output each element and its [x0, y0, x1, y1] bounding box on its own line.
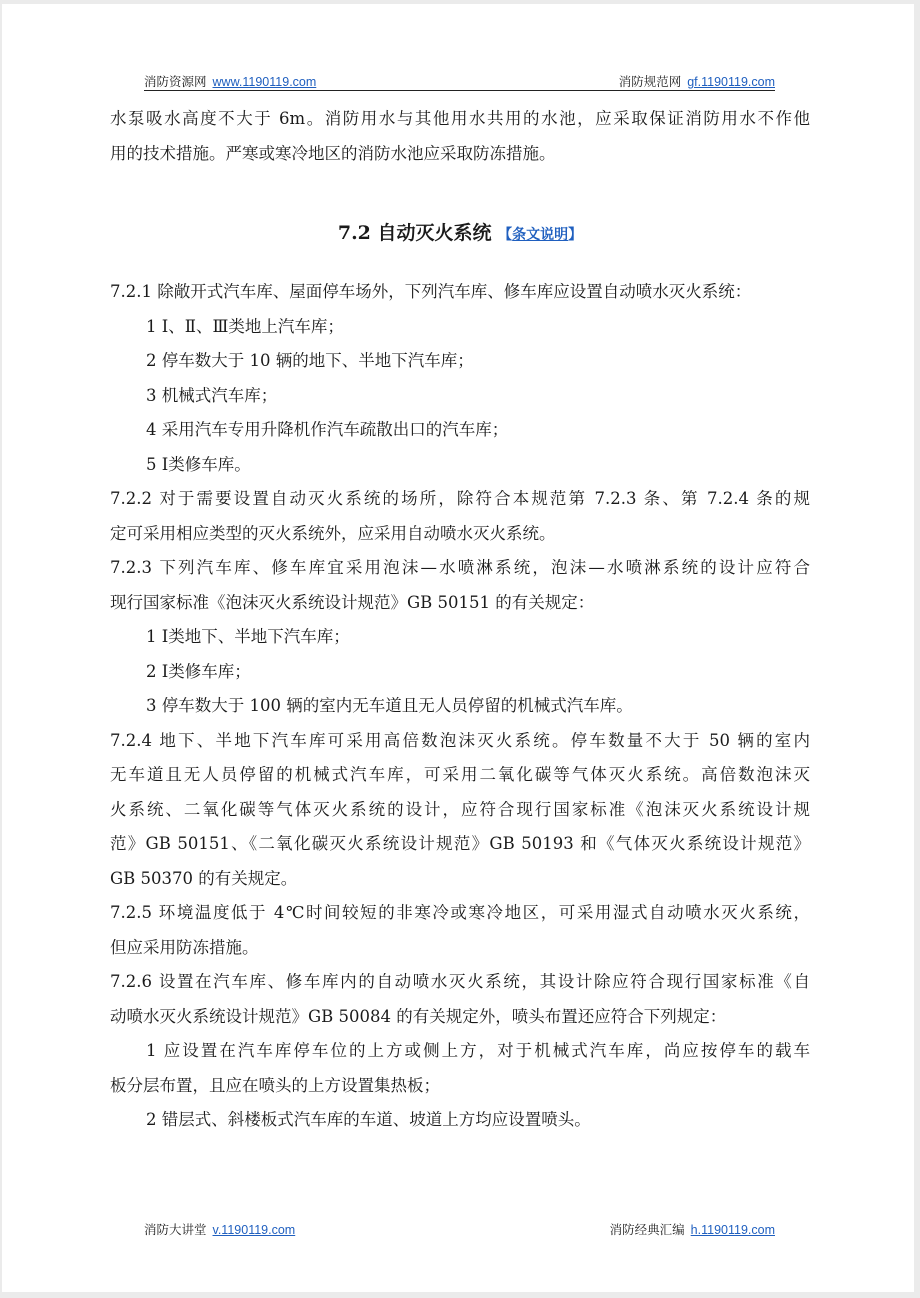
clause-line: 7.2.3 下列汽车库、修车库宜采用泡沫—水喷淋系统，泡沫—水喷淋系统的设计应符合: [110, 558, 810, 577]
header-right-link[interactable]: gf.1190119.com: [687, 75, 775, 89]
footer-left-label: 消防大讲堂: [144, 1223, 207, 1237]
footer-left-link[interactable]: v.1190119.com: [212, 1223, 296, 1237]
header-left: [144, 72, 316, 90]
clause-7-2-1: [110, 275, 810, 482]
bracket-close: 】: [568, 227, 583, 243]
clause-7-2-6: [110, 965, 810, 1138]
footer-right-label: 消防经典汇编: [609, 1223, 685, 1237]
clause-line: 7.2.6 设置在汽车库、修车库内的自动喷水灭火系统，其设计除应符合现行国家标准《自: [110, 972, 810, 991]
footer-right: [610, 1220, 775, 1238]
clause-line: 火系统、二氧化碳等气体灭火系统的设计，应符合现行国家标准《泡沫灭火系统设计规: [110, 799, 810, 819]
clause-item: 1 Ⅰ、Ⅱ、Ⅲ类地上汽车库；: [146, 316, 344, 336]
page-footer: [144, 1220, 775, 1240]
footer-right-link[interactable]: h.1190119.com: [690, 1223, 775, 1237]
clause-note-link[interactable]: 条文说明: [512, 227, 569, 243]
clause-item: 1 应设置在汽车库停车位的上方或侧上方，对于机械式汽车库，尚应按停车的载车: [146, 1041, 810, 1060]
clause-item: 2 Ⅰ类修车库；: [146, 661, 251, 681]
clause-7-2-3: [110, 551, 810, 724]
intro-line: 水泵吸水高度不大于 6m。消防用水与其他用水共用的水池，应采取保证消防用水不作他: [110, 109, 810, 128]
clause-line: 现行国家标准《泡沫灭火系统设计规范》GB 50151 的有关规定：: [110, 592, 595, 612]
clause-line: 7.2.1 除敞开式汽车库、屋面停车场外，下列汽车库、修车库应设置自动喷水灭火系统：: [110, 282, 752, 301]
clause-line: 7.2.2 对于需要设置自动灭火系统的场所，除符合本规范第 7.2.3 条、第 7.2.4 条的规: [110, 489, 810, 508]
clause-item-continued: 板分层布置，且应在喷头的上方设置集热板；: [110, 1075, 440, 1095]
header-left-label: 消防资源网: [144, 75, 207, 89]
section-heading: [110, 219, 810, 249]
clause-7-2-5: [110, 896, 810, 965]
clause-line: 动喷水灭火系统设计规范》GB 50084 的有关规定外，喷头布置还应符合下列规定：: [110, 1006, 727, 1026]
clause-line: 但应采用防冻措施。: [110, 937, 259, 957]
footer-left: [144, 1220, 295, 1238]
clause-item: 5 Ⅰ类修车库。: [146, 454, 251, 474]
clause-item: 1 Ⅰ类地下、半地下汽车库；: [146, 627, 350, 646]
clause-item: 2 错层式、斜楼板式汽车库的车道、坡道上方均应设置喷头。: [146, 1110, 591, 1129]
header-left-link[interactable]: www.1190119.com: [212, 75, 317, 89]
clause-line: 7.2.4 地下、半地下汽车库可采用高倍数泡沫灭火系统。停车数量不大于 50 辆的室内: [110, 730, 810, 750]
header-right: [619, 72, 775, 90]
clause-item: 4 采用汽车专用升降机作汽车疏散出口的汽车库；: [146, 420, 509, 439]
clause-line: 无车道且无人员停留的机械式汽车库，可采用二氧化碳等气体灭火系统。高倍数泡沫灭: [110, 765, 810, 784]
document-page: [2, 4, 914, 1292]
clause-line: GB 50370 的有关规定。: [110, 868, 298, 888]
clause-line: 范》GB 50151、《二氧化碳灭火系统设计规范》GB 50193 和《气体灭火系统设计规范》: [110, 834, 810, 853]
page-header: [144, 70, 775, 91]
bracket-open: 【: [498, 227, 513, 243]
clause-7-2-2: [110, 482, 810, 551]
clause-item: 2 停车数大于 10 辆的地下、半地下汽车库；: [146, 351, 474, 370]
section-title: 7.2 自动灭火系统: [337, 222, 492, 244]
clause-item: 3 机械式汽车库；: [146, 385, 278, 405]
clause-note: [498, 227, 582, 243]
clause-7-2-4: [110, 724, 810, 897]
clause-item: 3 停车数大于 100 辆的室内无车道且无人员停留的机械式汽车库。: [146, 696, 633, 715]
intro-line: 用的技术措施。严寒或寒冷地区的消防水池应采取防冻措施。: [110, 143, 556, 163]
clause-line: 7.2.5 环境温度低于 4℃时间较短的非寒冷或寒冷地区，可采用湿式自动喷水灭火系统，: [110, 903, 810, 922]
header-right-label: 消防规范网: [618, 75, 682, 89]
document-body: [110, 102, 810, 1138]
clause-line: 定可采用相应类型的灭火系统外，应采用自动喷水灭火系统。: [110, 523, 556, 543]
